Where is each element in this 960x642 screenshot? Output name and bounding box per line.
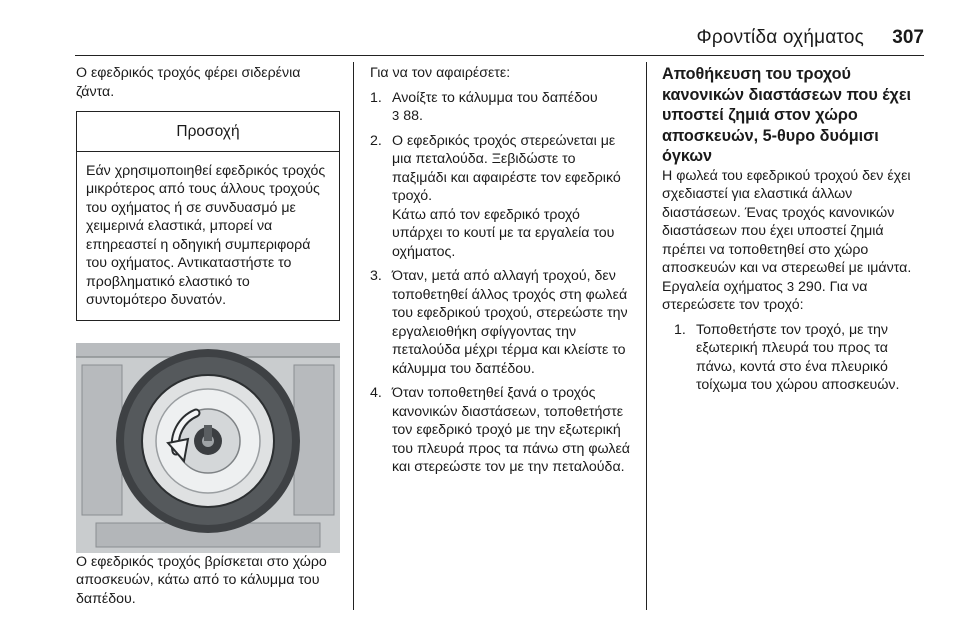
- step-text: Τοποθετήστε τον τροχό, με την εξωτερική πλευρά του προς τα πάνω, κοντά στο ένα πλευρικό τοίχωμα του χώρου αποσκευών.: [696, 321, 900, 393]
- cross-reference-icon: 3: [392, 108, 400, 123]
- step-text: Ο εφεδρικός τροχός στερεώνεται με μια πεταλούδα. Ξεβιδώστε το παξιμάδι και αφαιρέστε τον εφεδρικό τροχό.: [392, 132, 621, 204]
- caution-box: [76, 111, 340, 321]
- caution-title: Προσοχή: [77, 112, 339, 152]
- step-text: Όταν τοποθετηθεί ξανά ο τροχός κανονικών διαστάσεων, τοποθετήστε τον εφεδρικό τροχό με την εξωτερική του πλευρά προς τα πάνω στη φωλεά και στερεώστε τον με την πεταλούδα.: [392, 385, 630, 475]
- removal-intro: Για να τον αφαιρέσετε:: [370, 65, 511, 81]
- column-3: [662, 64, 926, 395]
- step-note: Κάτω από τον εφεδρικό τροχό υπάρχει το κουτί με τα εργαλεία του οχήματος.: [392, 206, 615, 260]
- section-body: [662, 167, 926, 315]
- page-number: 307: [892, 27, 924, 48]
- list-item: [370, 132, 632, 262]
- section-body-text: Η φωλεά του εφεδρικού τροχού δεν έχει σχεδιαστεί για ελαστικά άλλων διαστάσεων. Ένας τροχός κανονικών διαστάσεων που έχει υποστεί ζημιά πρέπει να τοποθετηθεί στο χώρο αποσκευών και να στερεωθεί με ιμάντα. Εργαλεία οχήματος: [662, 167, 912, 295]
- illustration-caption: Ο εφεδρικός τροχός βρίσκεται στο χώρο αποσκευών, κάτω από το κάλυμμα του δαπέδου.: [76, 553, 327, 607]
- list-item: [370, 89, 632, 126]
- page-reference-link[interactable]: 88.: [403, 108, 423, 124]
- list-item: [674, 321, 926, 395]
- spare-wheel-intro: Ο εφεδρικός τροχός φέρει σιδερένια ζάντα.: [76, 65, 301, 100]
- page-header: [0, 0, 960, 60]
- step-number: 1.: [370, 89, 382, 106]
- cross-reference-icon: 3: [786, 278, 795, 294]
- list-item: [370, 267, 632, 378]
- step-number: 1.: [674, 321, 686, 338]
- header-title: Φροντίδα οχήματος: [696, 27, 864, 48]
- header-rule: [75, 55, 924, 56]
- column-2: [370, 64, 632, 477]
- step-text: Ανοίξτε το κάλυμμα του δαπέδου: [392, 89, 598, 106]
- step-number: 3.: [370, 268, 382, 284]
- page-reference-link[interactable]: 290: [798, 278, 822, 295]
- caution-text: Εάν χρησιμοποιηθεί εφεδρικός τροχός μικρότερος από τους άλλους τροχούς του οχήματος ή σε συνδυασμό με χειμερινά ελαστικά, μπορεί να επηρεαστεί η οδηγική συμπεριφορά του οχήματος. Αντικαταστήστε το προβληματικό ελαστικό το συντομότερο δυνατόν.: [86, 162, 326, 308]
- securing-steps: [674, 321, 926, 395]
- section-body-text-end: . Για να στερεώσετε τον τροχό:: [662, 278, 868, 313]
- step-text: Όταν, μετά από αλλαγή τροχού, δεν τοποθετηθεί άλλος τροχός στη φωλεά του εφεδρικού τροχού, στερεώστε την εργαλειοθήκη σφίγγοντας την πεταλούδα μέχρι τέρμα και κλείστε το κάλυμμα του δαπέδου.: [392, 268, 628, 377]
- section-title: Αποθήκευση του τροχού κανονικών διαστάσεων που έχει υποστεί ζημιά στον χώρο αποσκευών, 5-θυρο δυόμισι όγκων: [662, 65, 912, 165]
- step-number: 2.: [370, 132, 382, 149]
- step-number: 4.: [370, 385, 382, 401]
- column-divider-1: [353, 62, 354, 610]
- spare-wheel-drawing: [76, 343, 340, 553]
- removal-steps: [370, 89, 632, 477]
- column-divider-2: [646, 62, 647, 610]
- list-item: [370, 384, 632, 477]
- column-1: [76, 64, 342, 608]
- spare-wheel-illustration: [76, 343, 340, 553]
